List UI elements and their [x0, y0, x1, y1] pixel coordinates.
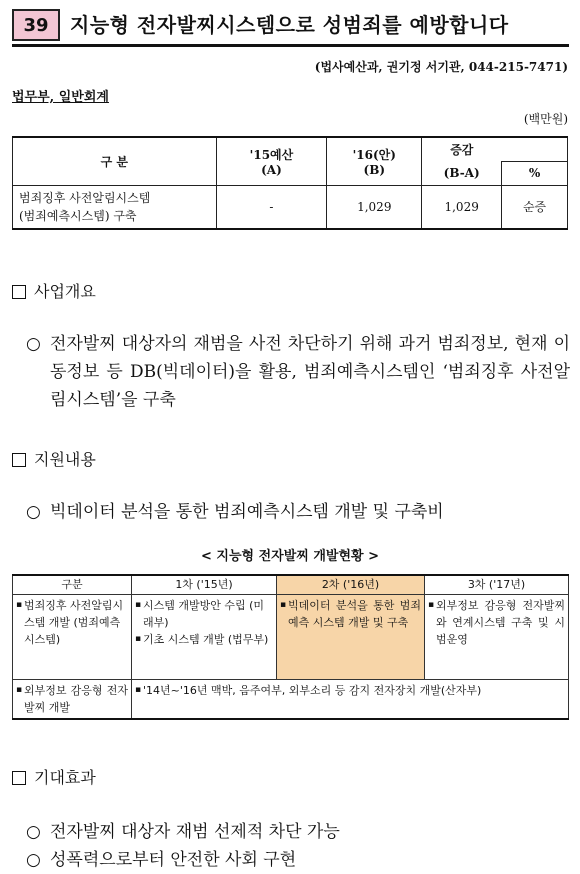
circle-bullet-icon: ○ [26, 850, 41, 870]
header-percent: % [502, 161, 568, 185]
table-row [13, 680, 569, 720]
dev-row1-phase2: ▪ 빅데이터 분석을 통한 범죄예측 시스템 개발 및 구축 [277, 595, 425, 680]
support-bullet: ○ 빅데이터 분석을 통한 범죄예측시스템 개발 및 구축비 [26, 498, 444, 526]
dev-row2-span: ▪ '14년~'16년 맥박, 음주여부, 외부소리 등 감지 전자장치 개발(산자부) [132, 680, 569, 720]
checkbox-square-icon [12, 285, 26, 299]
dev-header-phase2: 2차 ('16년) [277, 575, 425, 595]
circle-bullet-icon: ○ [26, 502, 41, 522]
header-change: 증감 [422, 137, 568, 161]
dev-row1-phase1: ▪ 시스템 개발방안 수립 (미래부) ▪ 기초 시스템 개발 (법무부) [132, 595, 277, 680]
dev-row1-phase3: ▪ 외부정보 감응형 전자발찌와 연계시스템 구축 및 시범운영 [425, 595, 569, 680]
checkbox-square-icon [12, 771, 26, 785]
row-2015: - [216, 185, 327, 229]
section-support: 지원내용 [12, 447, 96, 470]
section-overview: 사업개요 [12, 279, 96, 302]
circle-bullet-icon: ○ [26, 822, 41, 842]
unit-label: (백만원) [523, 112, 568, 126]
row-percent: 순증 [502, 185, 568, 229]
header-2016: '16(안) (B) [327, 137, 422, 185]
item-number-badge [12, 9, 60, 41]
page-title: 지능형 전자발찌시스템으로 성범죄를 예방합니다 [70, 13, 509, 37]
table-row [13, 595, 569, 680]
dev-row1-category: ▪ 범죄징후 사전알림시스템 개발 (범죄예측시스템) [13, 595, 132, 680]
effect-bullet-2: ○ 성폭력으로부터 안전한 사회 구현 [26, 846, 296, 874]
item-number: 39 [23, 14, 49, 36]
dev-header-phase1: 1차 ('15년) [132, 575, 277, 595]
header-category: 구 분 [13, 137, 217, 185]
dev-header-phase3: 3차 ('17년) [425, 575, 569, 595]
section-effect: 기대효과 [12, 765, 96, 788]
overview-bullet: ○ 전자발찌 대상자의 재범을 사전 차단하기 위해 과거 범죄정보, 현재 이동정보 등 DB(빅데이터)을 활용, 범죄예측시스템인 ‘범죄징후 사전알림시스템’을 구축 [26, 330, 570, 414]
header-change-sub: (B-A) [422, 161, 502, 185]
header-2015: '15예산 (A) [216, 137, 327, 185]
title-underline [12, 44, 569, 47]
effect-bullet-1: ○ 전자발찌 대상자 재범 선제적 차단 가능 [26, 818, 340, 846]
contact-info: (법사예산과, 권기정 서기관, 044-215-7471) [314, 60, 568, 74]
checkbox-square-icon [12, 453, 26, 467]
ministry-label: 법무부, 일반회계 [12, 90, 109, 105]
row-name: 범죄징후 사전알림시스템 (범죄예측시스템) 구축 [13, 185, 217, 229]
dev-header-category: 구분 [13, 575, 132, 595]
row-change: 1,029 [422, 185, 502, 229]
table-row [13, 185, 568, 229]
circle-bullet-icon: ○ [26, 334, 41, 354]
budget-table [12, 136, 568, 230]
dev-row2-category: ▪ 외부정보 감응형 전자발찌 개발 [13, 680, 132, 720]
row-2016: 1,029 [327, 185, 422, 229]
dev-table-caption: < 지능형 전자발찌 개발현황 > [200, 549, 380, 564]
development-table [12, 574, 569, 720]
